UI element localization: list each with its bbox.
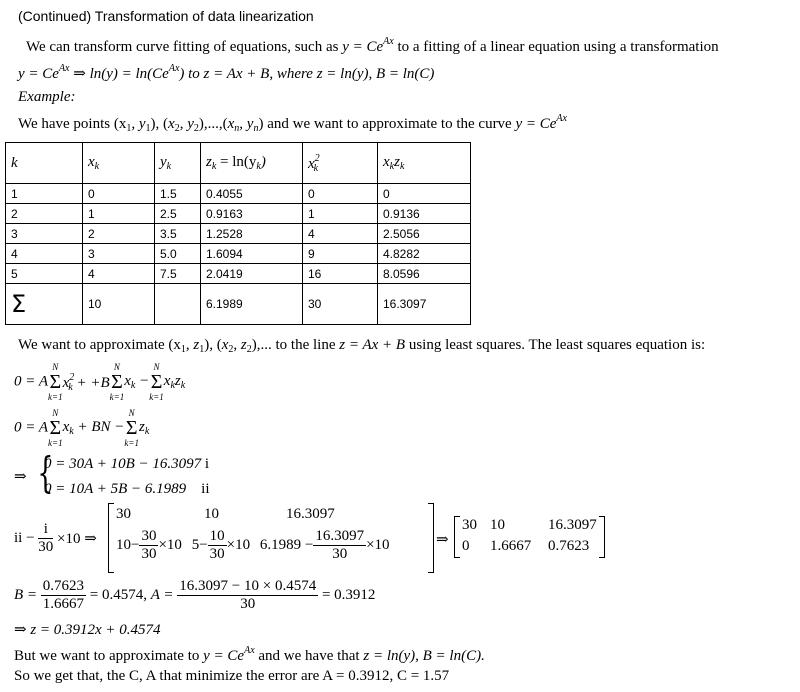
system-brace: { xyxy=(37,448,54,497)
intro-tail: to a fitting of a linear equation using a transformation xyxy=(397,39,719,55)
result-left-bracket xyxy=(454,516,460,558)
normal-equation-1: 0 = A N Σ k=1 $x^2_k + +B$ N Σ k=1 $x_k$ − N Σ k=1 $x_kz_k$ xyxy=(14,362,186,402)
example-label: Example: xyxy=(18,89,76,105)
matrix-implies: ⇒ xyxy=(436,532,449,548)
table-header-row xyxy=(6,143,471,184)
col-k: k xyxy=(6,143,83,184)
row-operation: ii − $\frac{i}{30}$ ×10 ⇒ xyxy=(14,521,97,555)
system-row-2: 0 = 10A + 5B − 6.1989 ii xyxy=(44,481,210,497)
col-y: $y_k$ xyxy=(155,143,201,184)
matrix-left-bracket xyxy=(108,503,114,573)
col-z: $z_k = \ln(y_k)$ xyxy=(201,143,303,184)
matrix-right-bracket xyxy=(428,503,434,573)
result-right-bracket xyxy=(599,516,605,558)
table-row: 4 3 5.0 1.6094 9 4.8282 xyxy=(6,244,471,264)
points-line: We have points ($x_1$, $y_1$), ($x_2$, $y_2),...,(x_n$, $y_n$) and we want to approximate to the curve $y = Ce^{Ax}$ xyxy=(18,113,567,134)
conclusion-line-2: So we get that, the C, A that minimize the error are A = 0.3912, C = 1.57 xyxy=(14,668,450,684)
table-row: 3 2 3.5 1.2528 4 2.5056 xyxy=(6,224,471,244)
table-sum-row: Σ 10 6.1989 30 16.3097 xyxy=(6,284,471,325)
data-table xyxy=(5,142,471,325)
conclusion-line-1: But we want to approximate to $y = Ce^{Ax}$ and we have that z = ln(y), B = ln(C). xyxy=(14,645,485,664)
intro-text: We can transform curve fitting of equations, such as xyxy=(26,39,339,55)
sum-symbol: Σ xyxy=(6,284,83,325)
page-title: (Continued) Transformation of data linearization xyxy=(18,8,314,24)
intro-eq: $y = Ce^{Ax}$ xyxy=(342,36,394,55)
table-row: 2 1 2.5 0.9163 1 0.9136 xyxy=(6,204,471,224)
system-row-1: 0 = 30A + 10B − 16.3097 i xyxy=(44,456,210,472)
col-x2: $x^2_k$ xyxy=(303,143,378,184)
col-xz: $x_kz_k$ xyxy=(378,143,471,184)
intro-line-1 xyxy=(26,36,719,56)
intro-line-2: $y = Ce^{Ax}$ ⇒ $\ln(y) = \ln(Ce^{Ax})$ to z = Ax + B, where z = ln(y), B = ln(C) xyxy=(18,63,435,82)
solution-line: B = $\frac{0.7623}{1.6667}$ = 0.4574, A = $\frac{16.3097 - 10 \times 0.4574}{30}$ = 0.3912 xyxy=(14,578,376,612)
normal-equation-2: 0 = A N Σ k=1 $x_k$ + BN − N Σ k=1 $z_k$ xyxy=(14,408,150,448)
table-row: 5 4 7.5 2.0419 16 8.0596 xyxy=(6,264,471,284)
least-squares-intro: We want to approximate ($x_1$, $z_1$), ($x_2$, $z_2$),... to the line z = Ax + B using least squares. The least squares equation is: xyxy=(18,337,706,355)
table-row: 1 0 1.5 0.4055 0 0 xyxy=(6,184,471,204)
system-implies: ⇒ xyxy=(14,469,27,485)
col-x: $x_k$ xyxy=(83,143,155,184)
linear-result: ⇒ z = 0.3912x + 0.4574 xyxy=(14,622,161,638)
matrix-1-row-2: 10− $\frac{30}{30}$ ×10 5− $\frac{10}{30}$ ×10 6.1989 − $\frac{16.3097}{30}$ ×10 xyxy=(116,528,390,562)
